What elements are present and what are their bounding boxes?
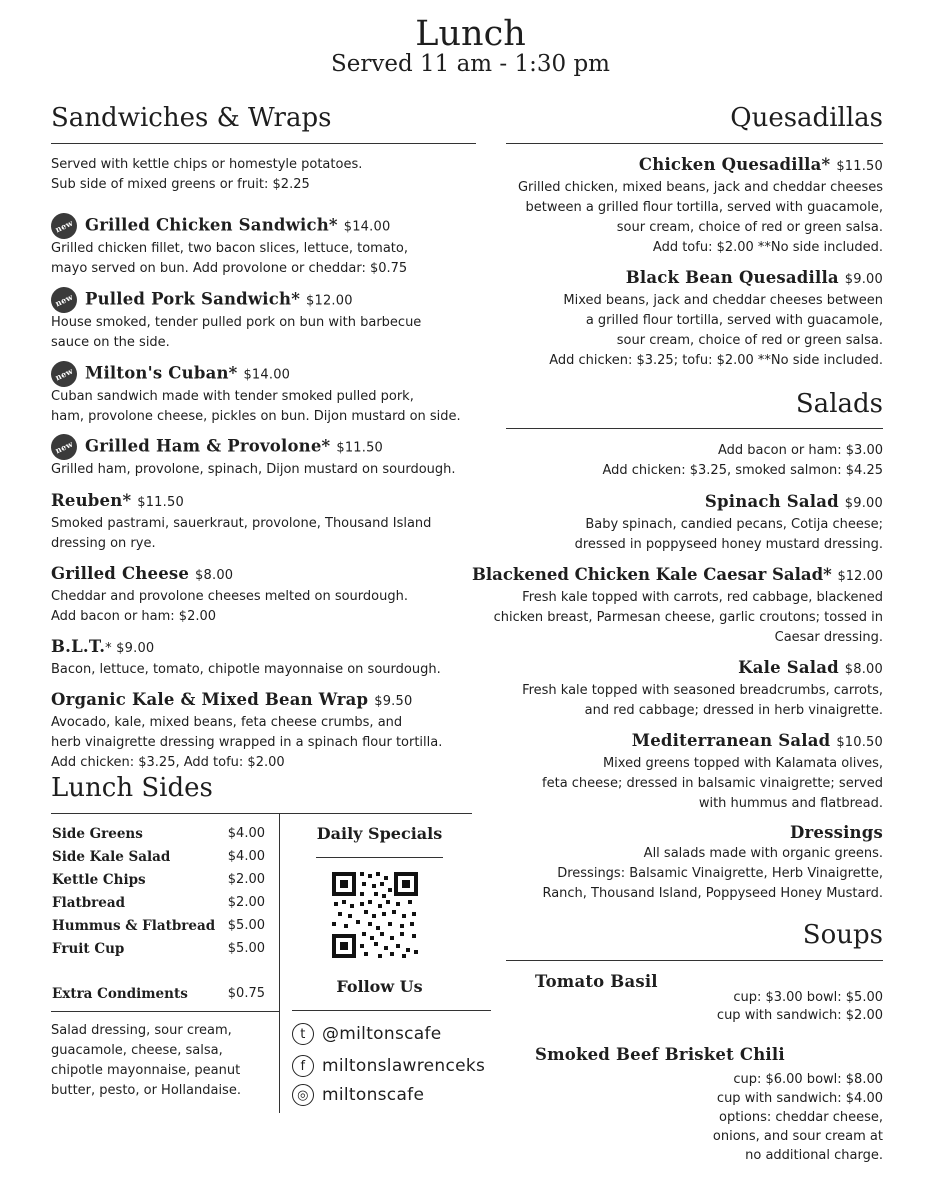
qr-code-icon[interactable] [330,870,420,960]
item-price: $9.00 [844,496,883,511]
sandwiches-intro-line: Sub side of mixed greens or fruit: $2.25 [51,177,310,192]
page-subtitle: Served 11 am - 1:30 pm [331,51,610,77]
item-price: $11.50 [336,440,384,456]
menu-item-grilled-cheese [51,563,408,627]
soup-price-line: onions, and sour cream at [712,1129,883,1144]
soup-price-line: options: cheddar cheese, [718,1110,883,1125]
item-price: $11.50 [137,495,184,510]
soup-price-line: no additional charge. [745,1148,883,1163]
page-title: Lunch [415,14,526,54]
sandwiches-intro [51,155,362,195]
quesadillas-divider [506,143,883,144]
item-desc: Add chicken: $3.25; tofu: $2.00 **No side included. [549,353,883,368]
item-desc: chicken breast, Parmesan cheese, garlic croutons; tossed in [493,610,883,625]
item-desc: dressing on rye. [51,536,156,551]
item-desc: sauce on the side. [51,335,170,350]
item-desc: Ranch, Thousand Island, Poppyseed Honey Mustard. [542,886,883,901]
side-item [52,872,265,895]
menu-item-grilled-chicken-sandwich [51,213,408,279]
salads-intro [483,441,883,481]
soup-name: Tomato Basil [535,972,658,991]
item-desc: sour cream, choice of red or green salsa. [616,333,883,348]
social-handle: miltonslawrenceks [322,1056,486,1076]
side-name: Extra Condiments [52,986,188,1002]
sides-vertical-divider [279,813,280,1113]
item-desc: Grilled chicken, mixed beans, jack and cheddar cheeses [517,180,883,195]
side-name: Side Kale Salad [52,849,171,865]
side-price: $5.00 [227,918,265,933]
item-desc: Dressings: Balsamic Vinaigrette, Herb Vinaigrette, [557,866,883,881]
item-desc: herb vinaigrette dressing wrapped in a spinach flour tortilla. [51,735,443,750]
item-desc: Add bacon or ham: $2.00 [51,609,217,624]
side-name: Side Greens [52,826,143,842]
side-price: $2.00 [227,895,265,910]
facebook-icon: f [292,1055,314,1077]
menu-item-reuben [51,490,431,554]
menu-item-blt [51,636,441,680]
condiments-desc-line: guacamole, cheese, salsa, [51,1043,223,1058]
salads-divider [506,428,883,429]
menu-item-chicken-quesadilla [483,154,883,258]
side-price: $5.00 [227,941,265,956]
item-desc: between a grilled flour tortilla, served with guacamole, [525,200,883,215]
side-name: Hummus & Flatbread [52,918,216,934]
item-name: Grilled Cheese [51,564,190,583]
follow-divider [292,1010,491,1011]
item-name: Organic Kale & Mixed Bean Wrap [51,690,369,709]
menu-item-mediterranean-salad [483,730,883,814]
item-name: B.L.T. [51,637,106,656]
item-name: Reuben* [51,491,132,510]
item-name: Spinach Salad [704,492,839,511]
soup-prices [600,1070,883,1165]
item-price: * $9.00 [105,641,155,656]
new-badge-icon: new [47,209,82,244]
side-price: $4.00 [227,826,265,841]
menu-item-kale-bean-wrap [51,689,442,773]
menu-item-kale-salad [483,657,883,721]
side-item [52,849,265,872]
quesadillas-heading: Quesadillas [730,103,883,133]
item-price: $11.50 [836,159,883,174]
item-name: Milton's Cuban* [85,363,238,383]
menu-item-dressings [483,822,883,904]
menu-item-pulled-pork-sandwich [51,287,421,353]
soup-price-line: cup with sandwich: $2.00 [716,1008,883,1023]
salads-intro-line: Add chicken: $3.25, smoked salmon: $4.25 [602,463,883,478]
side-item [52,895,265,918]
item-price: $9.50 [374,694,413,709]
new-badge-icon: new [47,357,82,392]
social-handle: @miltonscafe [322,1024,442,1044]
side-name: Kettle Chips [52,872,146,888]
item-desc: Grilled chicken fillet, two bacon slices, lettuce, tomato, [51,241,408,256]
item-desc: ham, provolone cheese, pickles on bun. Dijon mustard on side. [51,409,461,424]
item-desc: Avocado, kale, mixed beans, feta cheese crumbs, and [51,715,403,730]
salads-intro-line: Add bacon or ham: $3.00 [717,443,883,458]
menu-item-grilled-ham-provolone [51,434,456,480]
item-name: Grilled Chicken Sandwich* [85,215,338,235]
item-price: $8.00 [195,568,234,583]
condiments-desc-line: chipotle mayonnaise, peanut [51,1063,241,1078]
item-price: $9.00 [844,272,883,287]
item-name: Chicken Quesadilla* [638,155,831,174]
item-name: Blackened Chicken Kale Caesar Salad* [471,565,832,584]
item-desc: feta cheese; dressed in balsamic vinaigrette; served [542,776,883,791]
social-twitter[interactable] [292,1020,442,1048]
condiments-desc-line: Salad dressing, sour cream, [51,1023,232,1038]
menu-item-spinach-salad [483,491,883,555]
soup-price-line: cup with sandwich: $4.00 [716,1091,883,1106]
item-desc: mayo served on bun. Add provolone or cheddar: $0.75 [51,261,408,276]
item-desc: Mixed greens topped with Kalamata olives, [602,756,883,771]
item-desc: Smoked pastrami, sauerkraut, provolone, Thousand Island [51,516,432,531]
side-item [52,941,265,964]
item-desc: and red cabbage; dressed in herb vinaigrette. [584,703,883,718]
social-facebook[interactable] [292,1052,485,1080]
specials-divider [316,857,443,858]
new-badge-icon: new [47,430,82,465]
item-desc: sour cream, choice of red or green salsa. [616,220,883,235]
salads-heading: Salads [795,389,883,419]
item-price: $8.00 [844,662,883,677]
menu-item-kale-caesar-salad [460,564,883,648]
soup-price-line: cup: $3.00 bowl: $5.00 [733,990,883,1005]
item-desc: Add chicken: $3.25, Add tofu: $2.00 [51,755,285,770]
item-desc: Cuban sandwich made with tender smoked pulled pork, [51,389,414,404]
condiments-desc [51,1021,241,1101]
item-desc: dressed in poppyseed honey mustard dressing. [574,537,883,552]
item-price: $14.00 [343,219,391,235]
soups-divider [506,960,883,961]
item-desc: a grilled flour tortilla, served with guacamole, [585,313,883,328]
side-item [52,918,265,941]
side-name: Flatbread [52,895,126,911]
item-price: $10.50 [836,735,883,750]
item-name: Grilled Ham & Provolone* [85,436,331,456]
item-price: $12.00 [837,569,883,584]
item-desc: Baby spinach, candied pecans, Cotija cheese; [585,517,883,532]
condiments-desc-line: butter, pesto, or Hollandaise. [51,1083,241,1098]
daily-specials-heading: Daily Specials [316,824,443,843]
soup-price-line: cup: $6.00 bowl: $8.00 [733,1072,883,1087]
side-name: Fruit Cup [52,941,125,957]
sandwiches-heading: Sandwiches & Wraps [51,103,332,133]
item-desc: Fresh kale topped with carrots, red cabbage, blackened [522,590,883,605]
item-desc: Bacon, lettuce, tomato, chipotle mayonnaise on sourdough. [51,662,441,677]
item-desc: with hummus and flatbread. [698,796,883,811]
soup-prices [600,989,883,1025]
item-price: $14.00 [243,367,291,383]
item-name: Kale Salad [738,658,839,677]
sides-divider [51,813,472,814]
side-price: $4.00 [227,849,265,864]
item-name: Pulled Pork Sandwich* [85,289,301,309]
side-item [52,826,265,849]
item-name: Black Bean Quesadilla [625,268,839,287]
item-desc: Fresh kale topped with seasoned breadcrumbs, carrots, [522,683,883,698]
item-desc: Cheddar and provolone cheeses melted on sourdough. [51,589,408,604]
item-desc: Caesar dressing. [774,630,883,645]
item-desc: All salads made with organic greens. [643,846,883,861]
side-price: $0.75 [227,986,265,1001]
instagram-icon: ◎ [292,1084,314,1106]
item-desc: House smoked, tender pulled pork on bun with barbecue [51,315,422,330]
item-desc: Mixed beans, jack and cheddar cheeses between [563,293,883,308]
soup-name: Smoked Beef Brisket Chili [535,1045,785,1064]
condiments-divider [51,1011,279,1012]
side-price: $2.00 [227,872,265,887]
extra-condiments [52,986,265,1009]
twitter-icon: t [292,1023,314,1045]
item-desc: Grilled ham, provolone, spinach, Dijon mustard on sourdough. [51,462,456,477]
menu-item-black-bean-quesadilla [483,267,883,371]
sides-heading: Lunch Sides [51,773,213,803]
sandwiches-intro-line: Served with kettle chips or homestyle potatoes. [51,157,363,172]
menu-item-miltons-cuban [51,361,461,427]
follow-us-heading: Follow Us [336,977,423,996]
social-handle: miltonscafe [322,1085,425,1105]
social-instagram[interactable] [292,1081,424,1109]
sandwiches-divider [51,143,476,144]
item-desc: Add tofu: $2.00 **No side included. [652,240,883,255]
item-price: $12.00 [306,293,353,309]
soups-heading: Soups [802,920,883,950]
item-name: Dressings [790,823,883,842]
new-badge-icon: new [47,283,82,318]
item-name: Mediterranean Salad [631,731,831,750]
